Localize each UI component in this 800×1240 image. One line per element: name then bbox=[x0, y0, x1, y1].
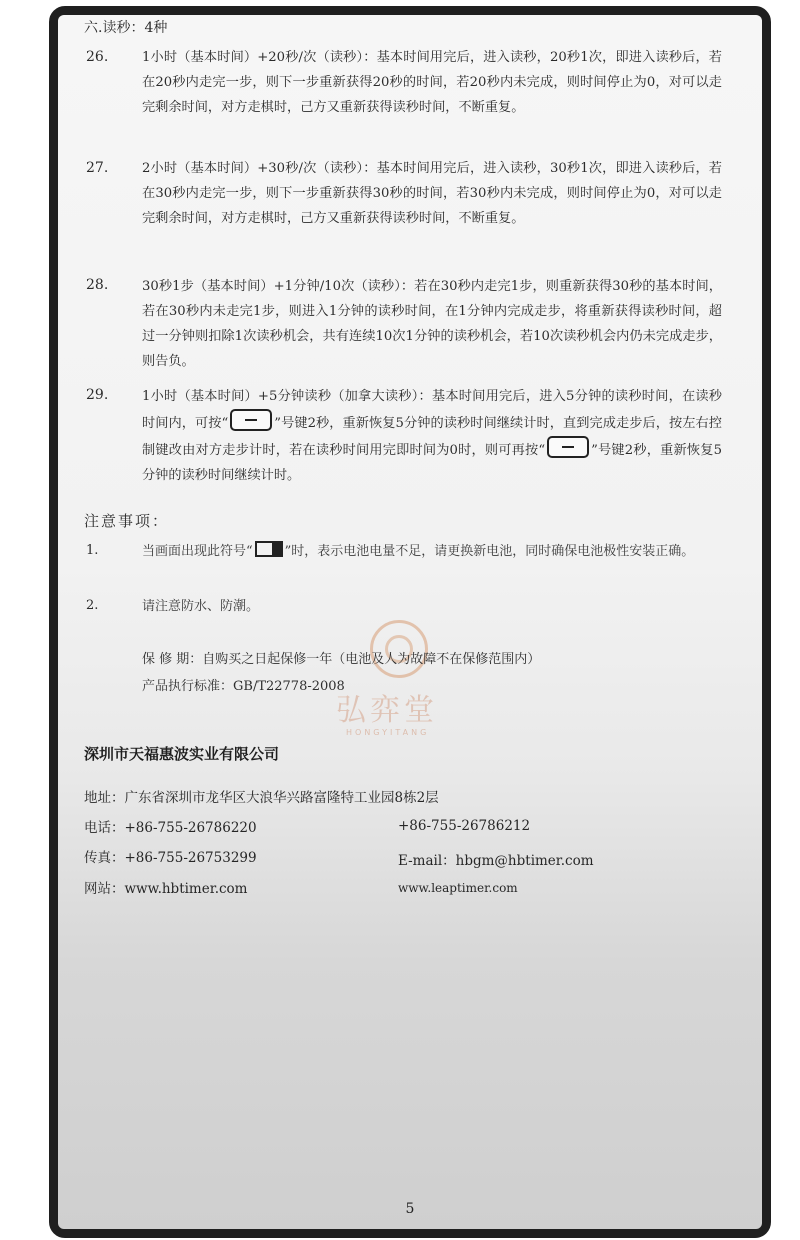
section-title: 六.读秒：4种 bbox=[84, 20, 168, 36]
note-number: 2. bbox=[86, 598, 99, 613]
note-text-part: 当画面出现此符号“ bbox=[142, 544, 253, 559]
company-website: 网站：www.hbtimer.com bbox=[84, 881, 248, 897]
company-email: E-mail：hbgm@hbtimer.com bbox=[398, 853, 594, 869]
item-text: 2小时（基本时间）+30秒/次（读秒）：基本时间用完后，进入读秒，30秒1次，即进入读秒后，若在30秒内走完一步，则下一步重新获得30秒的时间，若30秒内未完成，则时间停止为0，对可以走完剩余时间，对方走棋时，己方又重新获得读秒时间，不断重复。 bbox=[142, 161, 722, 226]
notes-title: 注意事项： bbox=[84, 512, 170, 530]
note-text: 请注意防水、防潮。 bbox=[142, 599, 260, 614]
watermark-subtext: HONGYITANG bbox=[346, 728, 430, 737]
company-website-secondary: www.leaptimer.com bbox=[398, 881, 518, 895]
note-text-part: ”时，表示电池电量不足，请更换新电池，同时确保电池极性安装正确。 bbox=[284, 544, 695, 559]
standard-text: 产品执行标准：GB/T22778-2008 bbox=[142, 679, 345, 694]
company-phone-secondary: +86-755-26786212 bbox=[398, 818, 531, 834]
minus-key-icon bbox=[230, 409, 272, 431]
manual-page bbox=[58, 15, 762, 1229]
item-text-part: ”号键2秒，重新恢复5分钟的读秒时间继续计时。 bbox=[142, 443, 722, 483]
item-number: 26. bbox=[86, 49, 109, 65]
company-fax: 传真：+86-755-26753299 bbox=[84, 850, 257, 866]
item-text-part: ”号键2秒，重新恢复5分钟的读秒时间继续计时，直到完成走步后，按左右控制键改由对方走步计时，若在读秒时间用完即时间为0时，则可再按“ bbox=[142, 416, 722, 458]
warranty-text: 保 修 期：自购买之日起保修一年（电池及人为故障不在保修范围内） bbox=[142, 652, 541, 667]
item-text-part: 1小时（基本时间）+5分钟读秒（加拿大读秒）：基本时间用完后，进入5分钟的读秒时间，在读秒时间内，可按“ bbox=[142, 389, 722, 431]
page-content bbox=[58, 15, 762, 1229]
item-number: 29. bbox=[86, 387, 109, 403]
page-number: 5 bbox=[405, 1201, 415, 1217]
note-number: 1. bbox=[86, 543, 99, 558]
company-address: 地址：广东省深圳市龙华区大浪华兴路富隆特工业园8栋2层 bbox=[84, 790, 439, 806]
item-number: 27. bbox=[86, 160, 109, 176]
watermark-text: 弘弈堂 bbox=[336, 693, 438, 728]
item-text: 30秒1步（基本时间）+1分钟/10次（读秒）：若在30秒内走完1步，则重新获得30秒的基本时间，若在30秒内未走完1步，则进入1分钟的读秒时间，在1分钟内完成走步，将重新获得读秒时间，超过一分钟则扣除1次读秒机会，共有连续10次1分钟的读秒机会，若10次读秒机会内仍未完成走步，则告负。 bbox=[142, 279, 722, 369]
item-text: 1小时（基本时间）+20秒/次（读秒）：基本时间用完后，进入读秒，20秒1次，即进入读秒后，若在20秒内走完一步，则下一步重新获得20秒的时间，若20秒内未完成，则时间停止为0，对可以走完剩余时间，对方走棋时，己方又重新获得读秒时间，不断重复。 bbox=[142, 50, 722, 115]
low-battery-icon bbox=[255, 541, 283, 557]
item-text bbox=[142, 384, 722, 488]
company-name: 深圳市天福惠波实业有限公司 bbox=[84, 745, 280, 763]
minus-key-icon bbox=[547, 436, 589, 458]
note-text bbox=[142, 539, 722, 564]
item-number: 28. bbox=[86, 277, 109, 293]
company-phone: 电话：+86-755-26786220 bbox=[84, 820, 257, 836]
